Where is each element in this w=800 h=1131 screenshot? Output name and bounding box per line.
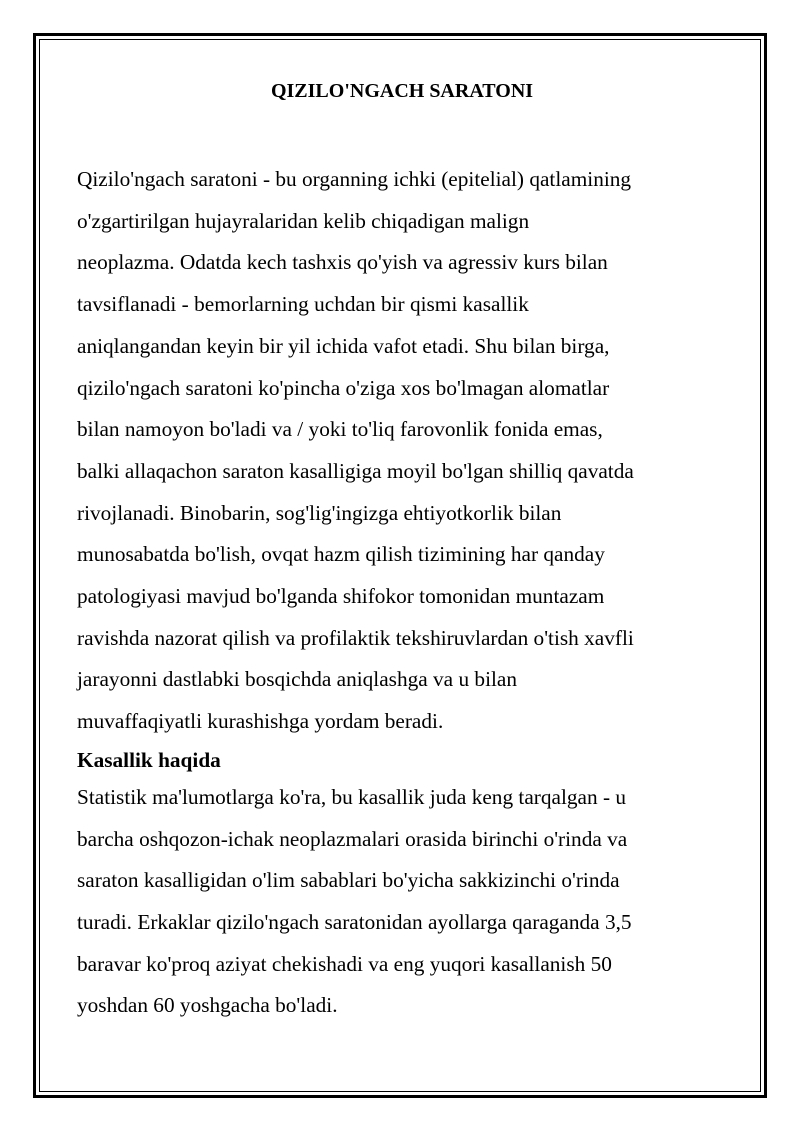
text-line: baravar ko'proq aziyat chekishadi va eng yuqori kasallanish 50 — [77, 951, 612, 976]
intro-paragraph — [77, 159, 727, 743]
text-line: o'zgartirilgan hujayralaridan kelib chiqadigan malign — [77, 208, 530, 233]
text-line: yoshdan 60 yoshgacha bo'ladi. — [77, 993, 338, 1018]
section-heading: Kasallik haqida — [77, 747, 221, 772]
document-body — [77, 76, 727, 1027]
text-line: saraton kasalligidan o'lim sabablari bo'yicha sakkizinchi o'rinda — [77, 868, 620, 893]
text-line: bilan namoyon bo'ladi va / yoki to'liq farovonlik fonida emas, — [77, 417, 603, 442]
text-line: barcha oshqozon-ichak neoplazmalari orasida birinchi o'rinda va — [77, 826, 628, 851]
text-line: muvaffaqiyatli kurashishga yordam beradi. — [77, 709, 444, 734]
text-line: neoplazma. Odatda kech tashxis qo'yish va agressiv kurs bilan — [77, 250, 608, 275]
text-line: ravishda nazorat qilish va profilaktik tekshiruvlardan o'tish xavfli — [77, 625, 634, 650]
text-line: rivojlanadi. Binobarin, sog'lig'ingizga ehtiyotkorlik bilan — [77, 500, 562, 525]
text-line: qizilo'ngach saratoni ko'pincha o'ziga xos bo'lmagan alomatlar — [77, 375, 610, 400]
document-title: QIZILO'NGACH SARATONI — [270, 80, 534, 102]
text-line: Qizilo'ngach saratoni - bu organning ichki (epitelial) qatlamining — [77, 167, 632, 191]
text-line: tavsiflanadi - bemorlarning uchdan bir qismi kasallik — [77, 292, 529, 317]
text-line: jarayonni dastlabki bosqichda aniqlashga va u bilan — [77, 667, 518, 692]
text-line: balki allaqachon saraton kasalligiga moyil bo'lgan shilliq qavatda — [77, 458, 634, 483]
section-paragraph — [77, 777, 727, 1027]
text-line: aniqlangandan keyin bir yil ichida vafot etadi. Shu bilan birga, — [77, 333, 610, 358]
text-line: turadi. Erkaklar qizilo'ngach saratonidan ayollarga qaraganda 3,5 — [77, 909, 632, 934]
text-line: patologiyasi mavjud bo'lganda shifokor tomonidan muntazam — [77, 584, 605, 609]
text-line: munosabatda bo'lish, ovqat hazm qilish tizimining har qanday — [77, 542, 605, 567]
text-line: Statistik ma'lumotlarga ko'ra, bu kasallik juda keng tarqalgan - u — [77, 784, 627, 809]
